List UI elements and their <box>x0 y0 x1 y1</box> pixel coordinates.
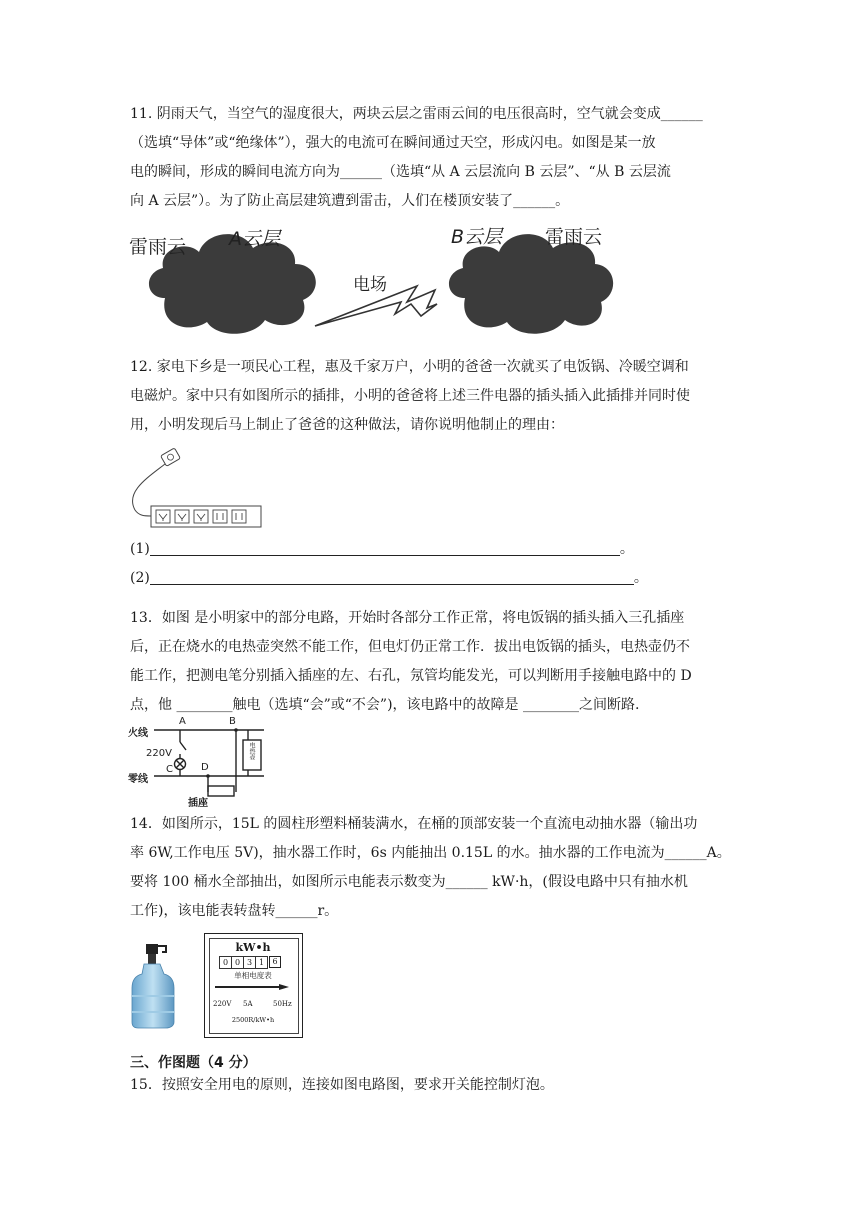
meter-digit-5: 6 <box>269 956 281 968</box>
kettle-label: 电热壶 <box>248 742 255 760</box>
electricity-meter <box>204 933 303 1038</box>
answer-2-blank[interactable] <box>150 570 634 585</box>
power-strip-figure <box>127 444 267 532</box>
point-d-label: D <box>201 762 209 773</box>
meter-name: 单相电度表 <box>234 971 272 980</box>
meter-digits <box>219 956 281 969</box>
socket-label: 插座 <box>188 798 208 809</box>
q12-answer-2 <box>130 566 648 590</box>
q12-line-3: 用，小明发现后马上制止了爸爸的这种做法，请你说明他制止的理由： <box>130 417 564 433</box>
circuit-figure <box>128 716 273 808</box>
right-layer-label: B云层 <box>451 226 503 248</box>
q13-line-3: 能工作，把测电笔分别插入插座的左、右孔，氖管均能发光，可以判断用手接触电路中的 D <box>130 668 692 684</box>
left-cloud-label: 雷雨云 <box>129 236 187 258</box>
q13-line-4: 点，他 ________触电（选填“会”或“不会”)，该电路中的故障是 ________之间断路. <box>130 697 640 713</box>
q11-line-3: 电的瞬间，形成的瞬间电流方向为______（选填“从 A 云层流向 B 云层”、“从 B 云层流 <box>130 164 671 180</box>
meter-digit-2: 0 <box>232 956 244 969</box>
answer-2-label: (2) <box>130 570 150 586</box>
thundercloud-figure <box>125 218 625 343</box>
right-cloud-label: 雷雨云 <box>545 226 603 248</box>
question-15-text: 15．按照安全用电的原则，连接如图电路图，要求开关能控制灯泡。 <box>130 1077 554 1093</box>
q11-line-4: 向 A 云层”）。为了防止高层建筑遭到雷击，人们在楼顶安装了______。 <box>130 193 570 209</box>
power-strip-icon <box>127 444 267 532</box>
meter-voltage: 220V <box>213 1000 232 1008</box>
meter-digit-1: 0 <box>219 956 232 969</box>
point-a-label: A <box>179 716 186 727</box>
answer-1-label: (1) <box>130 541 150 557</box>
water-bottle-figure <box>130 940 180 1030</box>
question-13-text <box>130 604 730 720</box>
q12-line-2: 电磁炉。家中只有如图所示的插排，小明的爸爸将上述三件电器的插头插入此插排并同时使 <box>130 388 690 404</box>
q12-line-1: 12. 家电下乡是一项民心工程，惠及千家万户，小明的爸爸一次就买了电饭锅、冷暖空调和 <box>130 359 689 375</box>
meter-frequency: 50Hz <box>273 1000 292 1008</box>
right-cloud-shape <box>449 234 613 334</box>
question-12-text <box>130 353 730 440</box>
voltage-label: 220V <box>146 748 172 759</box>
field-label: 电场 <box>353 275 387 295</box>
q14-line-2: 率 6W,工作电压 5V)，抽水器工作时，6s 内能抽出 0.15L 的水。抽水器的工作电流为______A。 <box>130 845 731 861</box>
section-3-heading: 三、作图题（4 分） <box>130 1055 257 1071</box>
question-11-text <box>130 100 730 216</box>
answer-1-blank[interactable] <box>150 541 620 556</box>
meter-digit-4: 1 <box>256 956 268 969</box>
meter-digit-3: 3 <box>244 956 256 969</box>
q12-answer-1 <box>130 537 634 561</box>
neutral-wire-label: 零线 <box>128 774 148 785</box>
q13-line-1: 13．如图 是小明家中的部分电路，开始时各部分工作正常，将电饭锅的插头插入三孔插座 <box>130 610 685 626</box>
q11-line-2: （选填“导体”或“绝缘体”），强大的电流可在瞬间通过天空，形成闪电。如图是某一放 <box>130 135 656 151</box>
live-wire-label: 火线 <box>128 728 148 739</box>
meter-constant: 2500R/kW•h <box>231 1016 275 1024</box>
q11-line-1: 11. 阴雨天气，当空气的湿度很大，两块云层之雷雨云间的电压很高时，空气就会变成______ <box>130 106 703 122</box>
answer-2-period: 。 <box>633 570 648 586</box>
q13-line-2: 后，正在烧水的电热壶突然不能工作，但电灯仍正常工作．拔出电饭锅的插头，电热壶仍不 <box>130 639 690 655</box>
answer-1-period: 。 <box>619 541 634 557</box>
q14-line-1: 14．如图所示，15L 的圆柱形塑料桶装满水，在桶的顶部安装一个直流电动抽水器（输出功 <box>130 816 698 832</box>
point-b-label: B <box>229 716 236 727</box>
meter-current: 5A <box>243 1000 253 1008</box>
q14-line-3: 要将 100 桶水全部抽出，如图所示电能表示数变为______ kW·h，(假设电路中只有抽水机 <box>130 874 688 890</box>
meter-unit: kW•h <box>235 941 271 954</box>
water-bottle-icon <box>130 940 180 1030</box>
meter-disc-arrow <box>213 983 293 991</box>
point-c-label: C <box>166 764 173 775</box>
q14-line-4: 工作)，该电能表转盘转______r。 <box>130 903 339 919</box>
left-layer-label: A云层 <box>229 228 280 250</box>
question-14-text <box>130 810 730 926</box>
